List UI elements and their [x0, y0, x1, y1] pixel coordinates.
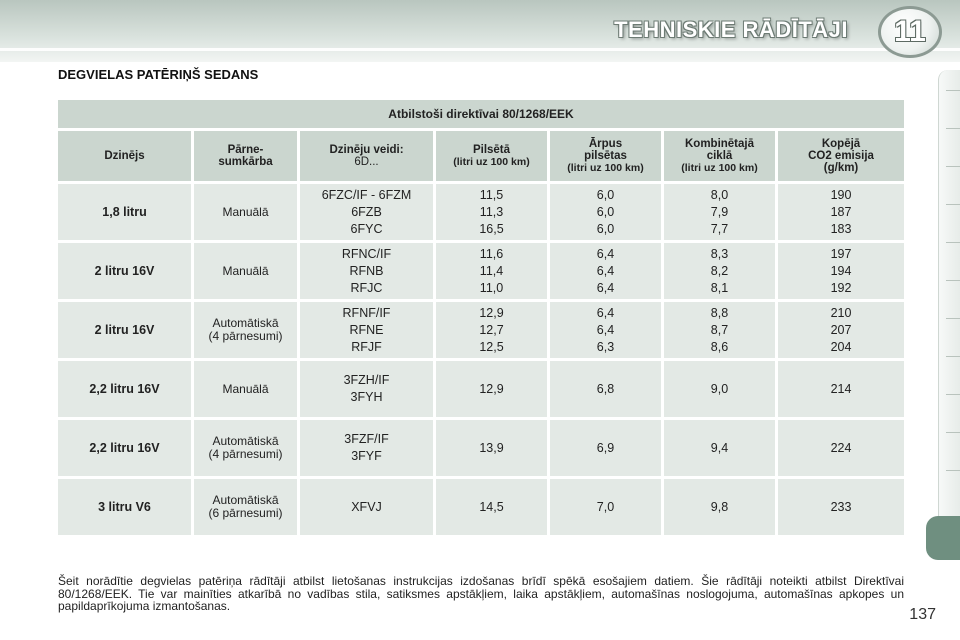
cell-gearbox: Automātiskā (4 pārnesumi) [194, 302, 300, 358]
cell-extra-urban-value: 6,0 [596, 221, 615, 236]
cell-city [436, 479, 550, 535]
cell-combined-value: 8,7 [710, 322, 729, 337]
cell-city-value: 12,9 [479, 305, 504, 320]
cell-combined-value: 8,0 [710, 187, 729, 202]
cell-city-value: 11,4 [479, 263, 504, 278]
chapter-tab[interactable] [926, 516, 960, 560]
cell-engine-types-value: RFNE [349, 322, 384, 337]
cell-combined-value: 8,2 [710, 263, 729, 278]
header-city-unit: (litri uz 100 km) [453, 156, 530, 168]
cell-city-value: 11,6 [479, 246, 504, 261]
cell-engine: 2,2 litru 16V [58, 420, 194, 476]
header-engine: Dzinējs [58, 131, 194, 181]
cell-engine-types [300, 479, 436, 535]
cell-extra-urban-value: 6,9 [596, 440, 615, 455]
header-types-label: Dzinēju veidi: [329, 144, 404, 156]
table-row [58, 184, 904, 240]
header-gearbox [194, 131, 300, 181]
cell-engine-types-value: 3FYH [350, 390, 383, 404]
cell-extra-urban-value: 6,4 [596, 322, 615, 337]
cell-co2 [778, 184, 904, 240]
cell-combined-value: 8,8 [710, 305, 729, 320]
chapter-badge [878, 6, 942, 58]
header-combined-label: Kombinētajā ciklā [684, 138, 754, 162]
cell-engine-types-value: RFNC/IF [341, 246, 392, 261]
page-number: 137 [909, 606, 936, 623]
cell-combined-value: 9,8 [710, 499, 729, 514]
cell-engine-types [300, 302, 436, 358]
header-co2 [778, 131, 904, 181]
cell-city-value: 12,5 [479, 339, 504, 354]
cell-combined [664, 184, 778, 240]
cell-city-value: 11,3 [479, 204, 504, 219]
header-city-label: Pilsētā [472, 144, 511, 156]
cell-engine-types-value: 3FYF [351, 449, 382, 463]
cell-extra-urban [550, 243, 664, 299]
table-caption-row [58, 100, 904, 128]
header-combined [664, 131, 778, 181]
table-header-row [58, 131, 904, 181]
cell-extra-urban-value: 6,4 [596, 263, 615, 278]
cell-engine: 2 litru 16V [58, 302, 194, 358]
cell-co2-value: 214 [830, 381, 852, 396]
cell-combined-value: 7,9 [710, 204, 729, 219]
header-engine-types [300, 131, 436, 181]
cell-city-value: 11,0 [479, 280, 504, 295]
page-edge-rail [938, 70, 960, 550]
table-row [58, 420, 904, 476]
footer-note: Šeit norādītie degvielas patēriņa rādītāji atbilst lietošanas instrukcijas izdošanas brīdī spēkā esošajiem datiem. Šie rādītāji noteikti atbilst Direktīvai 80/1268/EEK. Tie var mainīties atkarībā no vadības stila, satiksmes apstākļiem, laika apstākļiem, automašīnas noslogojuma, automašīnas apkopes un papildaprīkojuma izmantošanas. [58, 574, 904, 613]
cell-engine-types-value: RFNF/IF [342, 305, 391, 320]
header-gearbox-label: Pārne- sumkārba [218, 144, 273, 168]
cell-co2-value: 204 [830, 339, 852, 354]
cell-city [436, 361, 550, 417]
header-extra-urban [550, 131, 664, 181]
cell-engine-types-value: 3FZH/IF [343, 373, 390, 387]
header-extra-label: Ārpus pilsētas [584, 138, 627, 162]
rail-tick [946, 470, 960, 471]
cell-extra-urban-value: 6,4 [596, 305, 615, 320]
table-row [58, 302, 904, 358]
cell-extra-urban-value: 6,0 [596, 204, 615, 219]
cell-engine-types-value: 6FYC [350, 221, 383, 236]
cell-gearbox: Automātiskā (6 pārnesumi) [194, 479, 300, 535]
cell-combined-value: 8,1 [710, 280, 729, 295]
cell-engine: 1,8 litru [58, 184, 194, 240]
cell-extra-urban-value: 6,4 [596, 246, 615, 261]
cell-co2 [778, 361, 904, 417]
header-extra-unit: (litri uz 100 km) [567, 162, 644, 174]
cell-engine-types-value: RFJC [350, 280, 383, 295]
cell-co2-value: 192 [830, 280, 852, 295]
chapter-title: TEHNISKIE RĀDĪTĀJI [614, 17, 848, 42]
table-row [58, 243, 904, 299]
cell-co2 [778, 420, 904, 476]
consumption-table [58, 97, 904, 538]
cell-engine-types-value: RFNB [349, 263, 384, 278]
rail-tick [946, 204, 960, 205]
cell-city [436, 184, 550, 240]
consumption-table-wrap [58, 97, 904, 538]
table-body [58, 184, 904, 535]
header-types-value: 6D... [354, 156, 379, 168]
cell-city-value: 14,5 [479, 499, 504, 514]
cell-extra-urban [550, 184, 664, 240]
cell-gearbox: Manuālā [194, 361, 300, 417]
cell-engine-types-value: 6FZB [351, 204, 382, 219]
cell-extra-urban-value: 6,8 [596, 381, 615, 396]
rail-tick [946, 166, 960, 167]
cell-city-value: 16,5 [479, 221, 504, 236]
header-combined-unit: (litri uz 100 km) [681, 162, 758, 174]
cell-combined-value: 8,6 [710, 339, 729, 354]
cell-extra-urban [550, 479, 664, 535]
cell-city-value: 12,7 [479, 322, 504, 337]
cell-city [436, 302, 550, 358]
cell-co2 [778, 302, 904, 358]
cell-co2-value: 233 [830, 499, 852, 514]
cell-gearbox: Manuālā [194, 243, 300, 299]
cell-combined-value: 8,3 [710, 246, 729, 261]
cell-extra-urban [550, 420, 664, 476]
table-row [58, 479, 904, 535]
cell-gearbox: Manuālā [194, 184, 300, 240]
cell-city [436, 420, 550, 476]
cell-engine-types-value: RFJF [351, 339, 382, 354]
cell-co2-value: 224 [830, 440, 852, 455]
cell-combined-value: 7,7 [710, 221, 729, 236]
cell-co2-value: 183 [830, 221, 852, 236]
cell-co2-value: 190 [830, 187, 852, 202]
table-row [58, 361, 904, 417]
cell-gearbox: Automātiskā (4 pārnesumi) [194, 420, 300, 476]
header-city [436, 131, 550, 181]
cell-city-value: 12,9 [479, 381, 504, 396]
cell-engine: 2 litru 16V [58, 243, 194, 299]
cell-extra-urban-value: 6,3 [596, 339, 615, 354]
rail-tick [946, 356, 960, 357]
cell-engine: 3 litru V6 [58, 479, 194, 535]
cell-co2-value: 197 [830, 246, 852, 261]
cell-combined [664, 420, 778, 476]
cell-extra-urban-value: 6,4 [596, 280, 615, 295]
cell-co2-value: 210 [830, 305, 852, 320]
cell-engine-types [300, 361, 436, 417]
rail-tick [946, 280, 960, 281]
cell-combined [664, 479, 778, 535]
cell-co2-value: 187 [830, 204, 852, 219]
cell-combined-value: 9,4 [710, 440, 729, 455]
rail-tick [946, 432, 960, 433]
section-title: DEGVIELAS PATĒRIŅŠ SEDANS [58, 67, 259, 82]
cell-combined-value: 9,0 [710, 381, 729, 396]
rail-tick [946, 318, 960, 319]
cell-extra-urban [550, 361, 664, 417]
cell-engine-types-value: 6FZC/IF - 6FZM [321, 187, 412, 202]
rail-tick [946, 128, 960, 129]
cell-engine-types-value: 3FZF/IF [344, 432, 389, 446]
cell-extra-urban [550, 302, 664, 358]
cell-extra-urban-value: 6,0 [596, 187, 615, 202]
cell-extra-urban-value: 7,0 [596, 499, 615, 514]
rail-tick [946, 394, 960, 395]
cell-co2 [778, 243, 904, 299]
cell-engine: 2,2 litru 16V [58, 361, 194, 417]
cell-city-value: 13,9 [479, 440, 504, 455]
rail-tick [946, 242, 960, 243]
cell-engine-types-value: XFVJ [351, 499, 382, 514]
cell-combined [664, 243, 778, 299]
cell-combined [664, 361, 778, 417]
cell-city-value: 11,5 [479, 187, 504, 202]
cell-co2 [778, 479, 904, 535]
cell-combined [664, 302, 778, 358]
header-co2-label: Kopējā CO2 emisija (g/km) [808, 138, 874, 174]
table-caption: Atbilstoši direktīvai 80/1268/EEK [58, 100, 904, 128]
chapter-number: 11 [894, 15, 926, 48]
cell-co2-value: 194 [830, 263, 852, 278]
cell-engine-types [300, 243, 436, 299]
cell-co2-value: 207 [830, 322, 852, 337]
rail-tick [946, 90, 960, 91]
cell-city [436, 243, 550, 299]
cell-engine-types [300, 420, 436, 476]
cell-engine-types [300, 184, 436, 240]
